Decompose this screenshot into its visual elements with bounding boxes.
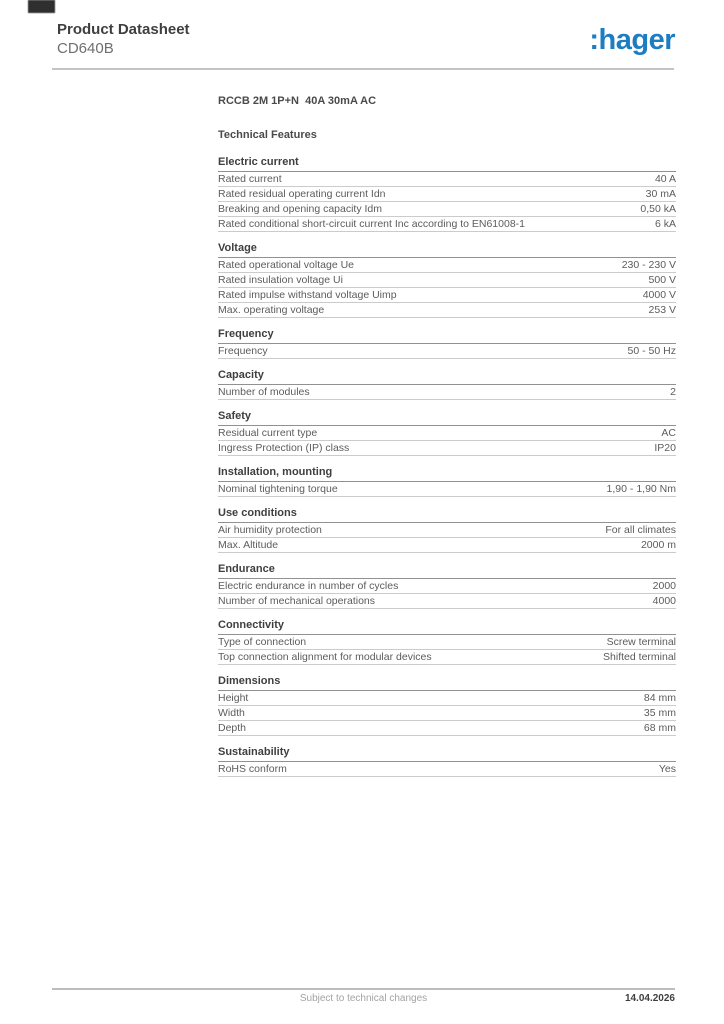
- spec-value: 1,90 - 1,90 Nm: [606, 483, 676, 495]
- document-title: Product Datasheet: [57, 21, 190, 38]
- content-column: [218, 96, 676, 777]
- spec-row: [218, 258, 676, 273]
- spec-value: 500 V: [648, 274, 676, 286]
- spec-row: [218, 579, 676, 594]
- footer-date: 14.04.2026: [624, 993, 675, 1004]
- spec-row: [218, 762, 676, 777]
- spec-row: [218, 202, 676, 217]
- spec-value: 35 mm: [643, 707, 676, 719]
- spec-label: Rated operational voltage Ue: [218, 259, 355, 271]
- product-model: CD640B: [57, 40, 114, 57]
- spec-row: [218, 288, 676, 303]
- spec-value: 6 kA: [654, 218, 676, 230]
- spec-value: 2000: [652, 580, 676, 592]
- spec-section: [218, 564, 676, 609]
- spec-value: 84 mm: [643, 692, 676, 704]
- spec-section: [218, 329, 676, 359]
- spec-row: [218, 303, 676, 318]
- spec-row: [218, 426, 676, 441]
- spec-label: Ingress Protection (IP) class: [218, 442, 350, 454]
- spec-label: Number of modules: [218, 386, 310, 398]
- spec-value: 30 mA: [645, 188, 676, 200]
- spec-section: [218, 411, 676, 456]
- spec-value: For all climates: [605, 524, 676, 536]
- spec-value: 50 - 50 Hz: [627, 345, 676, 357]
- spec-row: [218, 344, 676, 359]
- spec-row: [218, 635, 676, 650]
- section-title: Endurance: [218, 564, 676, 579]
- page-header: [57, 20, 675, 58]
- spec-row: [218, 385, 676, 400]
- section-title: Capacity: [218, 370, 676, 385]
- spec-value: AC: [661, 427, 676, 439]
- spec-value: 68 mm: [643, 722, 676, 734]
- spec-value: 2000 m: [640, 539, 676, 551]
- spec-row: [218, 721, 676, 736]
- spec-value: 230 - 230 V: [621, 259, 676, 271]
- spec-row: [218, 217, 676, 232]
- spec-row: [218, 523, 676, 538]
- spec-row: [218, 482, 676, 497]
- spec-section: [218, 467, 676, 497]
- spec-row: [218, 650, 676, 665]
- spec-label: Residual current type: [218, 427, 318, 439]
- spec-label: Max. operating voltage: [218, 304, 325, 316]
- page-corner-mark: [28, 0, 55, 13]
- spec-value: 2: [670, 386, 676, 398]
- spec-section: [218, 676, 676, 736]
- product-title: RCCB 2M 1P+N 40A 30mA AC: [218, 95, 377, 107]
- spec-label: Width: [218, 707, 245, 719]
- spec-section: [218, 157, 676, 232]
- spec-section: [218, 370, 676, 400]
- spec-row: [218, 538, 676, 553]
- footer-divider: [52, 988, 675, 990]
- spec-label: Air humidity protection: [218, 524, 322, 536]
- spec-row: [218, 187, 676, 202]
- spec-value: Screw terminal: [606, 636, 676, 648]
- section-title: Use conditions: [218, 508, 676, 523]
- section-title: Connectivity: [218, 620, 676, 635]
- spec-row: [218, 706, 676, 721]
- section-title: Sustainability: [218, 747, 676, 762]
- section-title: Safety: [218, 411, 676, 426]
- section-title: Frequency: [218, 329, 676, 344]
- section-title: Installation, mounting: [218, 467, 676, 482]
- spec-label: Frequency: [218, 345, 268, 357]
- spec-row: [218, 691, 676, 706]
- spec-row: [218, 441, 676, 456]
- technical-features-heading: Technical Features: [218, 129, 317, 141]
- spec-value: 0,50 kA: [640, 203, 676, 215]
- spec-value: Shifted terminal: [603, 651, 676, 663]
- spec-row: [218, 594, 676, 609]
- hager-logo: :hager: [589, 24, 675, 56]
- spec-row: [218, 273, 676, 288]
- spec-value: IP20: [654, 442, 676, 454]
- page-footer: [52, 993, 675, 1007]
- spec-value: 4000: [652, 595, 676, 607]
- spec-label: Height: [218, 692, 249, 704]
- section-title: Voltage: [218, 243, 676, 258]
- spec-value: Yes: [658, 763, 676, 775]
- spec-label: Breaking and opening capacity Idm: [218, 203, 383, 215]
- spec-label: Rated impulse withstand voltage Uimp: [218, 289, 397, 301]
- spec-label: Rated insulation voltage Ui: [218, 274, 343, 286]
- spec-label: Top connection alignment for modular devices: [218, 651, 432, 663]
- spec-section: [218, 747, 676, 777]
- spec-value: 4000 V: [642, 289, 676, 301]
- spec-label: Max. Altitude: [218, 539, 279, 551]
- spec-label: Number of mechanical operations: [218, 595, 375, 607]
- footer-note: Subject to technical changes: [299, 993, 428, 1004]
- section-title: Dimensions: [218, 676, 676, 691]
- spec-label: Type of connection: [218, 636, 307, 648]
- spec-row: [218, 172, 676, 187]
- spec-label: RoHS conform: [218, 763, 287, 775]
- spec-label: Electric endurance in number of cycles: [218, 580, 399, 592]
- spec-label: Rated residual operating current Idn: [218, 188, 386, 200]
- spec-value: 40 A: [654, 173, 676, 185]
- section-title: Electric current: [218, 157, 676, 172]
- spec-label: Nominal tightening torque: [218, 483, 338, 495]
- spec-label: Depth: [218, 722, 247, 734]
- spec-value: 253 V: [648, 304, 676, 316]
- spec-section: [218, 508, 676, 553]
- spec-section: [218, 243, 676, 318]
- spec-label: Rated current: [218, 173, 282, 185]
- spec-label: Rated conditional short-circuit current Inc according to EN61008-1: [218, 218, 525, 230]
- header-titles: [57, 20, 190, 58]
- header-divider: [52, 68, 674, 70]
- spec-sections: [218, 157, 676, 777]
- spec-section: [218, 620, 676, 665]
